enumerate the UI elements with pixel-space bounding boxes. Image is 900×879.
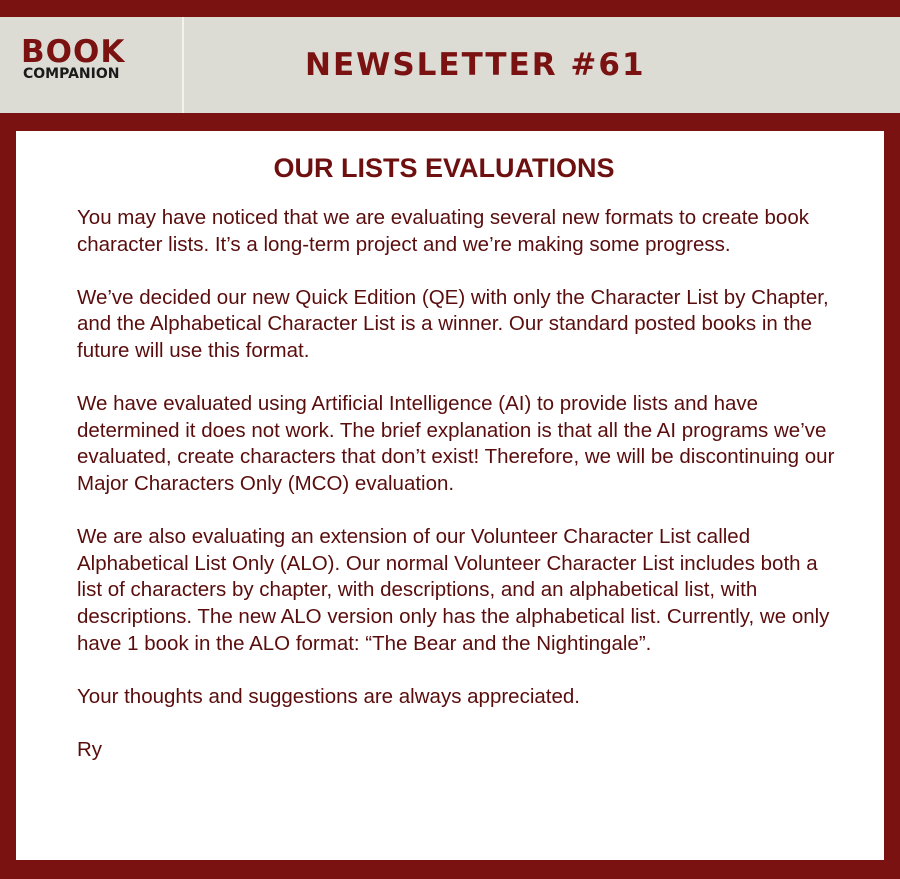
paragraph-thoughts: Your thoughts and suggestions are always appreciated. — [77, 684, 580, 708]
article-body — [77, 205, 847, 763]
article-title: OUR LISTS EVALUATIONS — [273, 153, 615, 183]
newsletter-title: NEWSLETTER #61 — [305, 47, 646, 83]
paragraph-alo-extension: We are also evaluating an extension of our Volunteer Character List called Alphabetical List Only (ALO). Our normal Volunteer Character List includes both a list of characters by chapter, with descriptions, and an alphabetical list, with descriptions. The new ALO version only has the alphabetical list. Currently, we only have 1 book in the ALO format: “The Bear and the Nightingale”. — [77, 525, 830, 655]
article-panel — [16, 131, 884, 860]
book-companion-logo[interactable] — [0, 17, 184, 113]
newsletter-header — [0, 17, 900, 113]
signature: Ry — [77, 737, 103, 761]
paragraph-formats: You may have noticed that we are evaluating several new formats to create book character lists. It’s a long-term project and we’re making some progress. — [77, 206, 809, 256]
paragraph-quick-edition: We’ve decided our new Quick Edition (QE) with only the Character List by Chapter, and the Alphabetical Character List is a winner. Our standard posted books in the future will use this format. — [77, 285, 829, 362]
paragraph-ai-evaluation: We have evaluated using Artificial Intelligence (AI) to provide lists and have determined it does not work. The brief explanation is that all the AI programs we’ve evaluated, create characters that don’t exist! Therefore, we will be discontinuing our Major Characters Only (MCO) evaluation. — [77, 392, 835, 495]
logo-wordmark-book: BOOK — [21, 34, 126, 70]
logo-wordmark-companion: COMPANION — [23, 66, 120, 82]
